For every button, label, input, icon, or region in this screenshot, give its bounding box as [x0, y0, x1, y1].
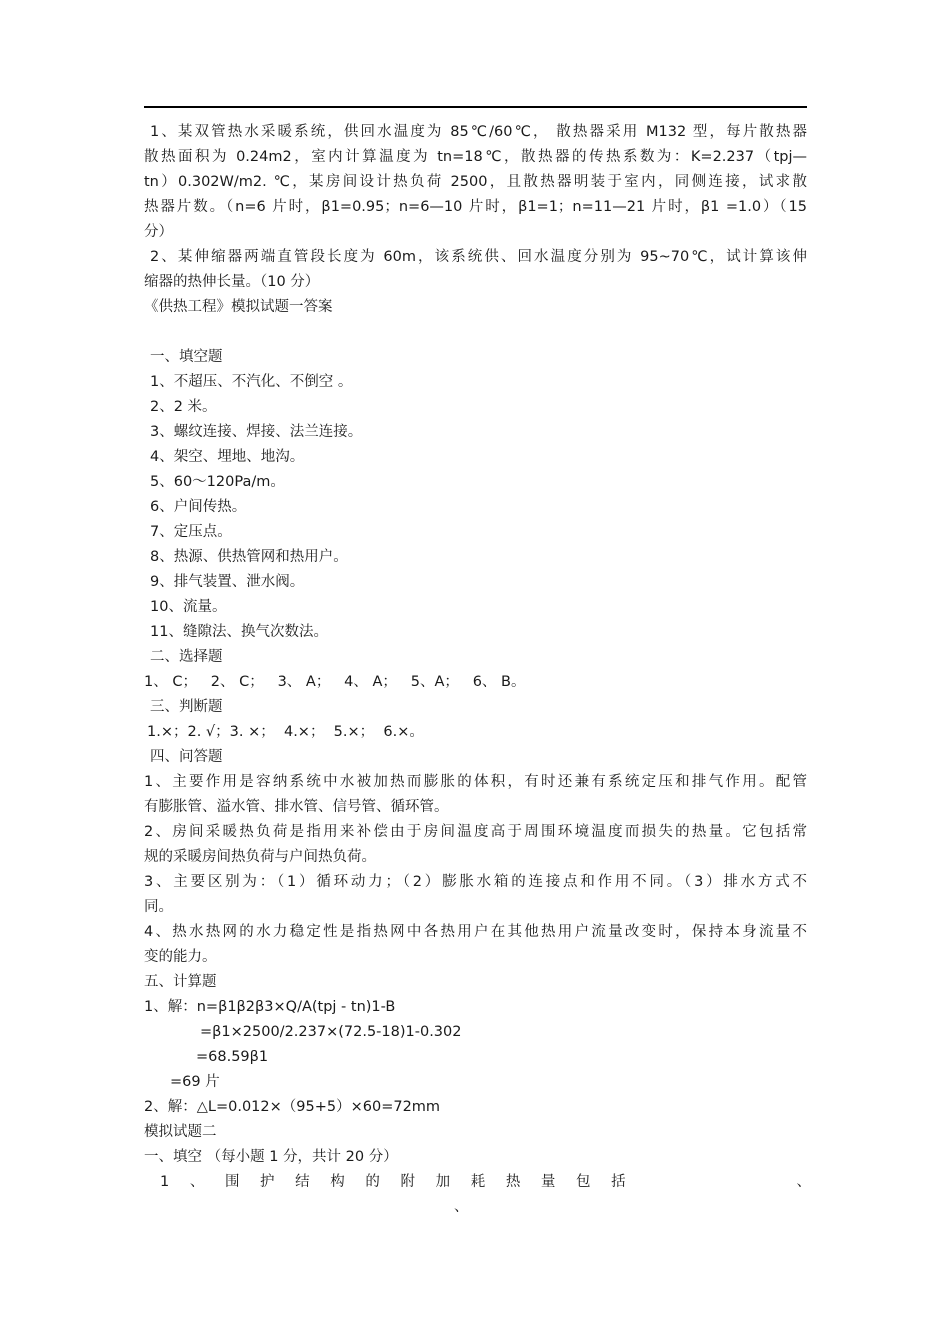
qa-answer-4-line-1: 4、热水热网的水力稳定性是指热网中各热用户在其他热用户流量改变时，保持本身流量不 — [144, 924, 807, 940]
fill-answer-3: 3、螺纹连接、焊接、法兰连接。 — [150, 424, 363, 440]
calc-solution-1-line-4: =69 片 — [170, 1074, 220, 1090]
problem-1-line-3: tn）0.302W/m2. ℃，某房间设计热负荷 2500，且散热器明装于室内，同侧连接，试求散 — [144, 174, 807, 190]
fill-answer-11: 11、缝隙法、换气次数法。 — [150, 624, 328, 640]
fill-answer-1: 1、不超压、不汽化、不倒空 。 — [150, 374, 353, 390]
fill-answer-5: 5、60～120Pa/m。 — [150, 474, 285, 490]
qa-answer-1-line-1: 1、主要作用是容纳系统中水被加热而膨胀的体积，有时还兼有系统定压和排气作用。配管 — [144, 774, 807, 790]
qa-answer-2-line-2: 规的采暖房间热负荷与户间热负荷。 — [144, 849, 376, 865]
fill-answer-9: 9、排气装置、泄水阀。 — [150, 574, 305, 590]
calc-solution-1-line-3: =68.59β1 — [196, 1049, 269, 1065]
problem-1-line-2: 散热面积为 0.24m2，室内计算温度为 tn=18℃，散热器的传热系数为：K=2.237（tpj— — [144, 149, 807, 165]
fill-answer-4: 4、架空、埋地、地沟。 — [150, 449, 305, 465]
choice-answers: 1、 C； 2、 C； 3、 A； 4、 A； 5、A； 6、 B。 — [144, 674, 526, 690]
answers-title: 《供热工程》模拟试题一答案 — [144, 299, 333, 315]
qa-answer-3-line-1: 3、主要区别为：（1）循环动力；（2）膨胀水箱的连接点和作用不同。（3）排水方式不 — [144, 874, 807, 890]
test-2-title: 模拟试题二 — [144, 1124, 217, 1140]
header-rule — [144, 106, 807, 108]
calc-solution-1-line-2: =β1×2500/2.237×(72.5-18)1-0.302 — [200, 1024, 462, 1040]
fill-answer-8: 8、热源、供热管网和热用户。 — [150, 549, 348, 565]
test-2-question-1-text: 1 、 围 护 结 构 的 附 加 耗 热 量 包 括 — [160, 1174, 634, 1190]
problem-2-line-1: 2、某伸缩器两端直管段长度为 60m，该系统供、回水温度分别为 95~70℃，试计算该伸 — [150, 249, 807, 265]
blank-line — [144, 320, 807, 345]
judge-answers: 1.×；2. √；3. ×； 4.×； 5.×； 6.×。 — [147, 724, 424, 740]
qa-answer-2-line-1: 2、房间采暖热负荷是指用来补偿由于房间温度高于周围环境温度而损失的热量。它包括常 — [144, 824, 807, 840]
fill-answer-7: 7、定压点。 — [150, 524, 232, 540]
qa-answer-3-line-2: 同。 — [144, 899, 173, 915]
test-2-question-1-continuation — [144, 1195, 807, 1220]
problem-2-line-2: 缩器的热伸长量。（10 分） — [144, 274, 320, 290]
qa-heading: 四、问答题 — [150, 749, 223, 765]
problem-1-line-1: 1、某双管热水采暖系统，供回水温度为 85℃/60℃， 散热器采用 M132 型，每片散热器 — [150, 124, 807, 140]
fill-answer-10: 10、流量。 — [150, 599, 227, 615]
test-2-question-1 — [144, 1170, 811, 1195]
calc-solution-2: 2、解：△L=0.012×（95+5）×60=72mm — [144, 1099, 441, 1115]
judge-heading: 三、判断题 — [150, 699, 223, 715]
fill-heading: 一、填空题 — [150, 349, 223, 365]
choice-heading: 二、选择题 — [150, 649, 223, 665]
problem-1-line-5: 分） — [144, 224, 173, 240]
fill-answer-2: 2、2 米。 — [150, 399, 217, 415]
document-body — [144, 120, 811, 1220]
blank-separator-mark: 、 — [454, 1199, 469, 1215]
fill-answer-6: 6、户间传热。 — [150, 499, 247, 515]
qa-answer-1-line-2: 有膨胀管、溢水管、排水管、信号管、循环管。 — [144, 799, 449, 815]
test-2-section-1-heading: 一、填空 （每小题 1 分，共计 20 分） — [144, 1149, 398, 1165]
blank-separator-mark: 、 — [796, 1174, 811, 1190]
qa-answer-4-line-2: 变的能力。 — [144, 949, 217, 965]
problem-1-line-4: 热器片数。（n=6 片时，β1=0.95；n=6—10 片时，β1=1；n=11—21 片时，β1 =1.0）（15 — [144, 199, 807, 215]
calc-heading: 五、计算题 — [144, 974, 217, 990]
calc-solution-1-line-1: 1、解：n=β1β2β3×Q/A(tpj - tn)1-B — [144, 999, 396, 1015]
